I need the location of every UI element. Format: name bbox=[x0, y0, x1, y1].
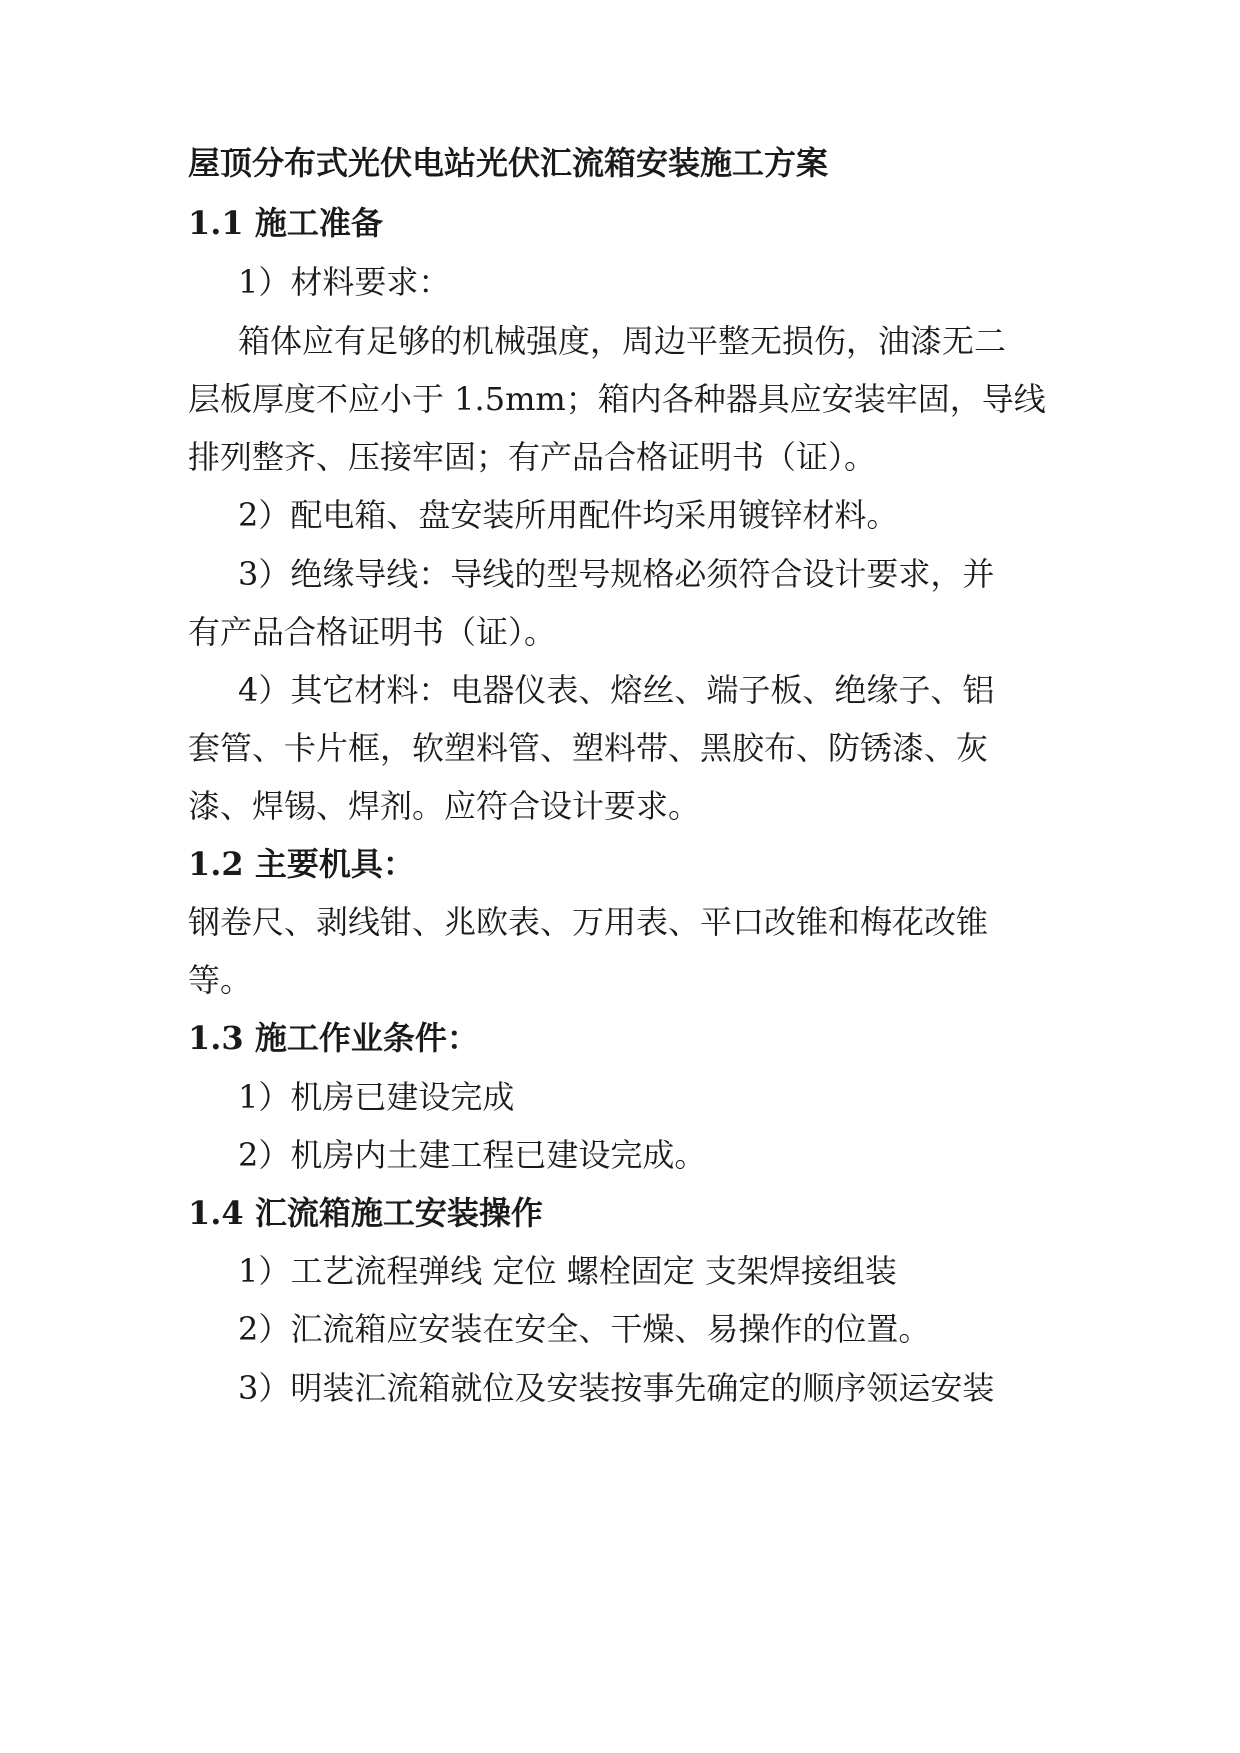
list-item: 3）绝缘导线：导线的型号规格必须符合设计要求，并 bbox=[238, 555, 995, 593]
document-title: 屋顶分布式光伏电站光伏汇流箱安装施工方案 bbox=[188, 144, 829, 182]
paragraph-line: 箱体应有足够的机械强度，周边平整无损伤，油漆无二 bbox=[238, 322, 1007, 360]
section-heading-1-4: 1.4 汇流箱施工安装操作 bbox=[188, 1194, 543, 1232]
paragraph-line: 钢卷尺、剥线钳、兆欧表、万用表、平口改锥和梅花改锥 bbox=[188, 903, 989, 941]
list-item: 4）其它材料：电器仪表、熔丝、端子板、绝缘子、铝 bbox=[238, 671, 995, 709]
list-item-continuation: 有产品合格证明书（证）。 bbox=[188, 613, 557, 651]
section-heading-1-2: 1.2 主要机具： bbox=[188, 845, 415, 883]
list-item: 1）机房已建设完成 bbox=[238, 1078, 515, 1116]
list-item: 3）明装汇流箱就位及安装按事先确定的顺序领运安装 bbox=[238, 1369, 995, 1407]
list-item: 1）工艺流程弹线 定位 螺栓固定 支架焊接组装 bbox=[238, 1252, 897, 1290]
materials-requirement-label: 1）材料要求： bbox=[238, 263, 451, 301]
paragraph-line: 等。 bbox=[188, 961, 253, 999]
section-heading-1-3: 1.3 施工作业条件： bbox=[188, 1019, 479, 1057]
paragraph-line: 排列整齐、压接牢固；有产品合格证明书（证）。 bbox=[188, 438, 877, 476]
section-heading-1-1: 1.1 施工准备 bbox=[188, 204, 383, 242]
list-item-continuation: 套管、卡片框，软塑料管、塑料带、黑胶布、防锈漆、灰 bbox=[188, 729, 989, 767]
list-item: 2）汇流箱应安装在安全、干燥、易操作的位置。 bbox=[238, 1310, 931, 1348]
list-item-continuation: 漆、焊锡、焊剂。应符合设计要求。 bbox=[188, 787, 701, 825]
list-item: 2）机房内土建工程已建设完成。 bbox=[238, 1136, 707, 1174]
paragraph-line: 层板厚度不应小于 1.5mm；箱内各种器具应安装牢固，导线 bbox=[188, 380, 1046, 418]
list-item: 2）配电箱、盘安装所用配件均采用镀锌材料。 bbox=[238, 496, 899, 534]
